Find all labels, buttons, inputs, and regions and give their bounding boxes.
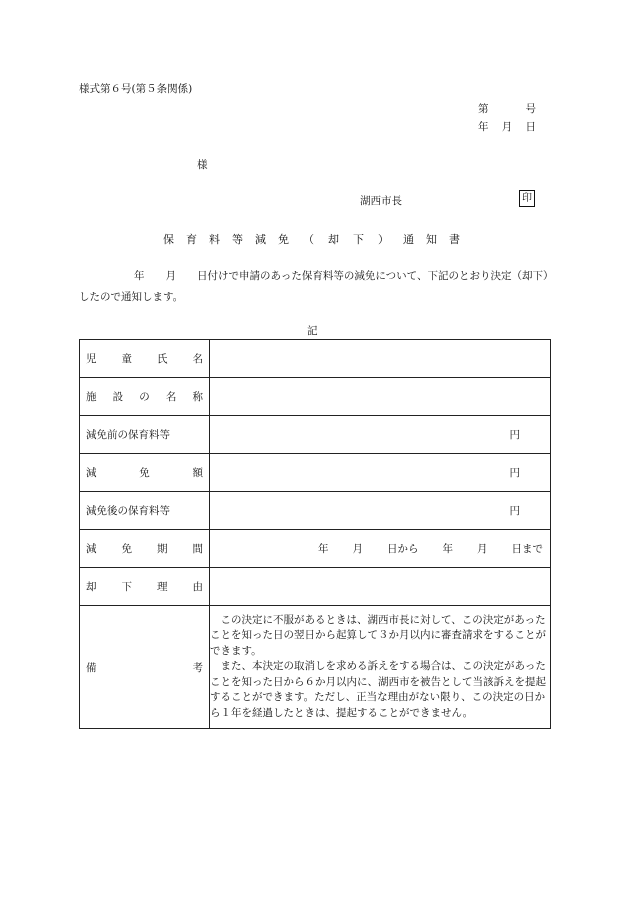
table-row [80,492,551,530]
child-name-label: 児 童 氏 名 [80,340,210,378]
child-name-value [210,340,551,378]
table-row [80,378,551,416]
reduction-amount-value: 円 [210,454,551,492]
fee-after-label: 減免後の保育料等 [80,492,210,530]
fee-before-label: 減免前の保育料等 [80,416,210,454]
date-month: 月 [501,121,513,133]
number-prefix: 第 [478,103,489,115]
addressee: 様 [197,159,208,171]
number-suffix: 号 [525,103,536,115]
fee-before-value: 円 [210,416,551,454]
facility-name-label: 施 設 の 名 称 [80,378,210,416]
document-title: 保 育 料 等 減 免 （ 却 下 ） 通 知 書 [163,233,460,246]
seal-stamp: 印 [519,190,535,207]
table-row [80,340,551,378]
table-row [80,454,551,492]
remarks-paragraph-1: この決定に不服があるときは、湖西市長に対して、この決定があったことを知った日の翌日から起算して３か月以内に審査請求をすることができます。 [210,614,546,657]
ki-heading: 記 [307,325,318,337]
notice-table [79,339,551,729]
date-year: 年 [478,121,489,133]
form-number: 様式第６号(第５条関係) [79,83,193,95]
remarks-paragraph-2: また、本決定の取消しを求める訴えをする場合は、この決定があったことを知った日から６か月以内に、湖西市を被告として当該訴えを提起することができます。ただし、正当な理由がない限り、この決定の日から１年を経過したときは、提起することができません。 [210,660,546,719]
table-row [80,530,551,568]
rejection-reason-label: 却 下 理 由 [80,568,210,606]
date-day: 日 [525,121,536,133]
period-label: 減 免 期 間 [80,530,210,568]
document-number [478,101,536,116]
issuer-name: 湖西市長 [360,195,402,207]
notice-text: 年 月 日付けで申請のあった保育料等の減免について、下記のとおり決定（却下）したので通知します。 [79,270,549,303]
table-row [80,606,551,729]
fee-after-value: 円 [210,492,551,530]
rejection-reason-value [210,568,551,606]
issue-date [478,119,536,134]
table-row [80,568,551,606]
remarks-text [210,606,551,729]
table-row [80,416,551,454]
reduction-amount-label: 減 免 額 [80,454,210,492]
period-value: 年 月 日から 年 月 日まで [210,530,551,568]
remarks-label: 備 考 [80,606,210,729]
notice-body [79,266,551,308]
facility-name-value [210,378,551,416]
